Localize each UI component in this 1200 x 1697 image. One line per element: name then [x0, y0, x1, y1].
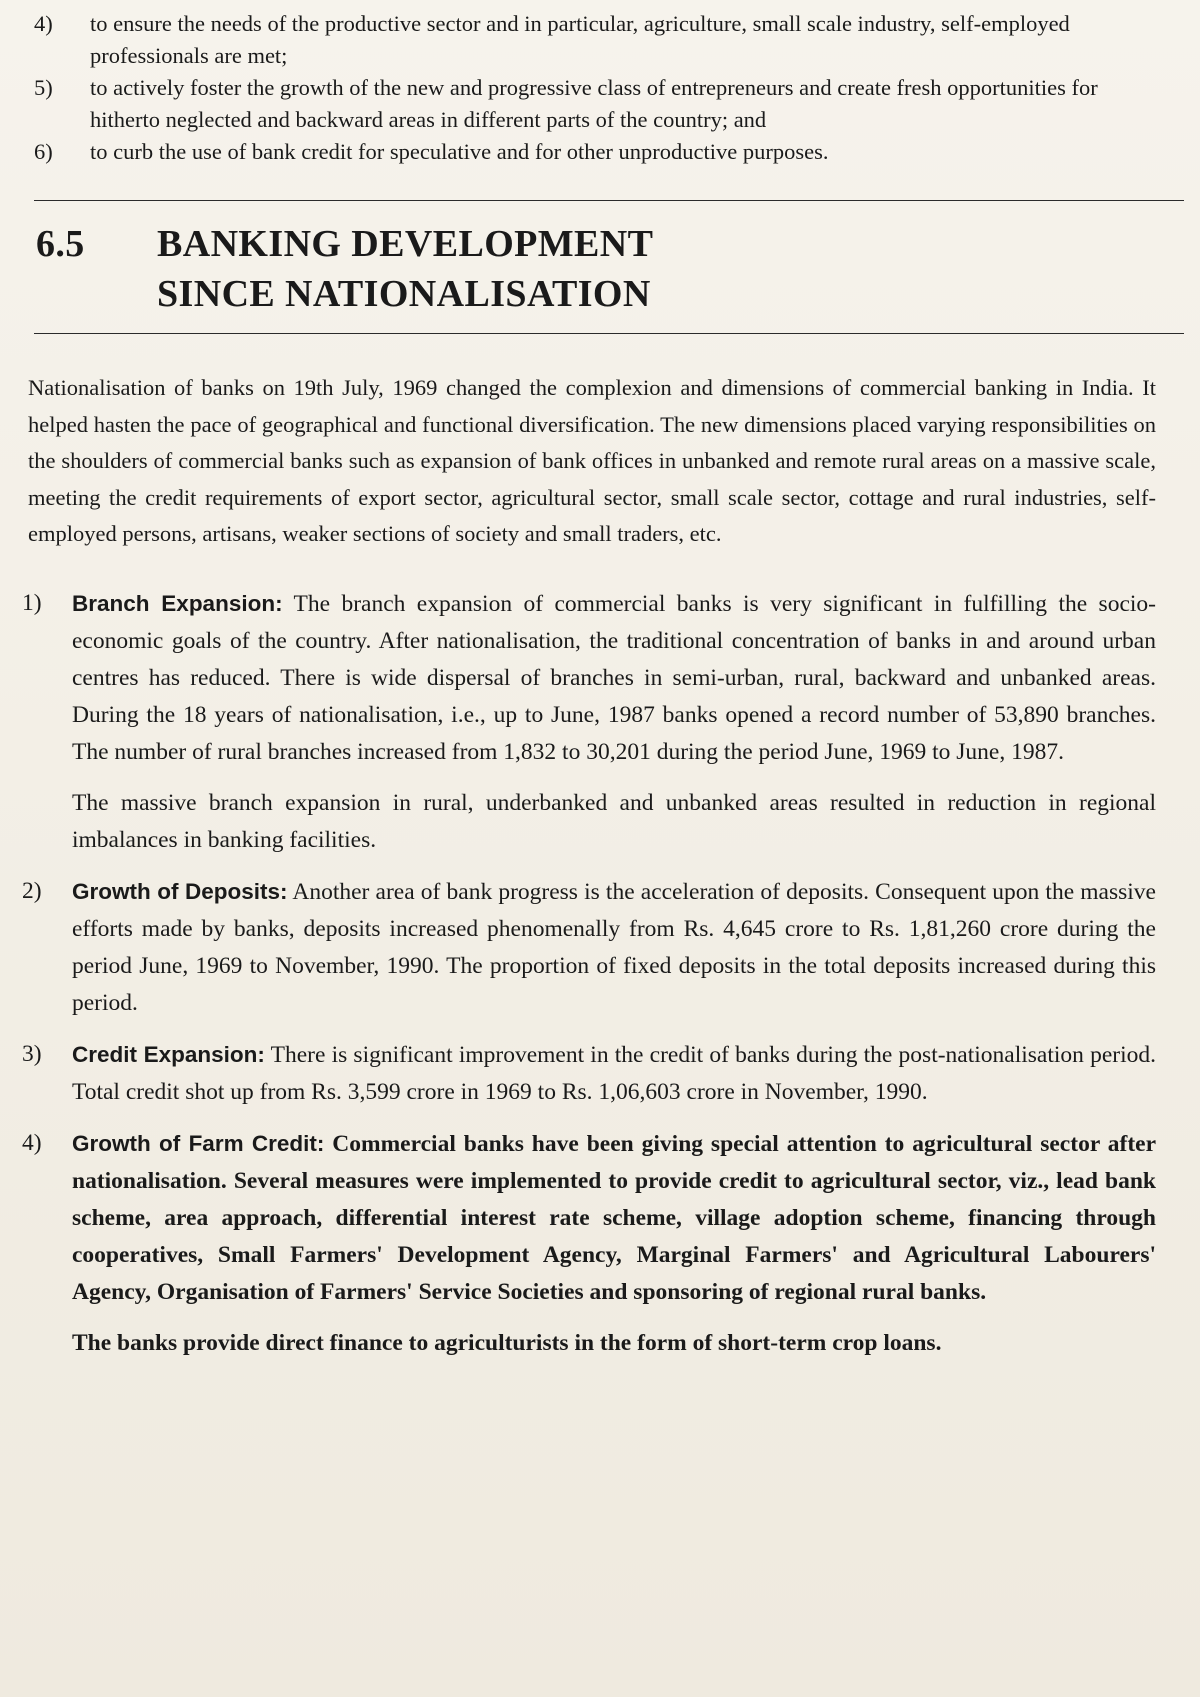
followup-paragraph: The banks provide direct finance to agriculturists in the form of short-term crop loans. — [72, 1329, 942, 1356]
list-item-growth-of-deposits — [22, 873, 1156, 1022]
list-text — [72, 1036, 1156, 1111]
item-body: There is significant improvement in the credit of banks during the post-nationalisation period. Total credit shot up from Rs. 3,599 crore in 1969 to Rs. 1,06,603 crore in November, 1990. — [72, 1041, 1156, 1105]
section-divider-bottom — [34, 333, 1184, 334]
followup-paragraph: The massive branch expansion in rural, underbanked and unbanked areas resulted in reduction in regional imbalances in banking facilities. — [72, 789, 1156, 853]
item-body: Commercial banks have been giving special attention to agricultural sector after nationalisation. Several measures were implemented to provide credit to agricultural sector, viz., lead bank scheme, area approach, differential interest rate scheme, village adoption scheme, financing through cooperatives, Small Farmers' Development Agency, Marginal Farmers' and Agricultural Labourers' Agency, Organisation of Farmers' Service Societies and sponsoring of regional rural banks. — [72, 1130, 1157, 1305]
list-item — [22, 72, 1156, 136]
list-text — [72, 873, 1156, 1022]
item-heading: Growth of Farm Credit: — [72, 1130, 325, 1156]
section-number: 6.5 — [36, 223, 85, 265]
list-number: 6) — [34, 139, 53, 164]
list-item-credit-expansion — [22, 1036, 1156, 1111]
section-divider-top — [34, 200, 1184, 201]
list-item — [22, 8, 1156, 72]
objectives-list — [22, 0, 1156, 168]
list-text — [72, 1125, 1156, 1311]
item-heading: Branch Expansion: — [72, 590, 283, 616]
list-text — [72, 585, 1156, 771]
section-title: BANKING DEVELOPMENT SINCE NATIONALISATION — [157, 223, 653, 315]
list-text: to curb the use of bank credit for speculative and for other unproductive purposes. — [90, 139, 829, 164]
intro-paragraph: Nationalisation of banks on 19th July, 1969 changed the complexion and dimensions of commercial banking in India. It helped hasten the pace of geographical and functional diversification. The new dimensions placed varying responsibilities on the shoulders of commercial banks such as expansion of bank offices in unbanked and remote rural areas on a massive scale, meeting the credit requirements of export sector, agricultural sector, small scale sector, cottage and rural industries, self-employed persons, artisans, weaker sections of society and small traders, etc. — [28, 375, 1156, 546]
list-number: 1) — [22, 589, 42, 616]
list-number: 3) — [22, 1040, 42, 1067]
list-number: 2) — [22, 877, 42, 904]
list-item — [22, 136, 1156, 168]
item-body: The branch expansion of commercial banks is very significant in fulfilling the socio-economic goals of the country. After nationalisation, the traditional concentration of banks in and around urban centres has reduced. There is wide dispersal of branches in semi-urban, rural, backward and unbanked areas. During the 18 years of nationalisation, i.e., up to June, 1987 banks opened a record number of 53,890 branches. The number of rural branches increased from 1,832 to 30,201 during the period June, 1969 to June, 1987. — [72, 590, 1156, 765]
list-item-growth-of-farm-credit — [22, 1125, 1156, 1311]
item-body: Another area of bank progress is the acceleration of deposits. Consequent upon the massive efforts made by banks, deposits increased phenomenally from Rs. 4,645 crore to Rs. 1,81,260 crore during the period June, 1969 to November, 1990. The proportion of fixed deposits in the total deposits increased during this period. — [72, 878, 1156, 1016]
list-text: to ensure the needs of the productive sector and in particular, agriculture, small scale industry, self-employed professionals are met; — [90, 11, 1070, 68]
list-item-branch-expansion — [22, 585, 1156, 771]
list-number: 4) — [22, 1129, 42, 1156]
developments-list — [22, 585, 1156, 1362]
list-number: 5) — [34, 75, 53, 100]
section-heading — [36, 219, 1156, 319]
list-text: to actively foster the growth of the new and progressive class of entrepreneurs and create fresh opportunities for hitherto neglected and backward areas in different parts of the country; and — [90, 75, 1098, 132]
list-number: 4) — [34, 11, 53, 36]
item-heading: Growth of Deposits: — [72, 878, 288, 904]
item-heading: Credit Expansion: — [72, 1041, 265, 1067]
